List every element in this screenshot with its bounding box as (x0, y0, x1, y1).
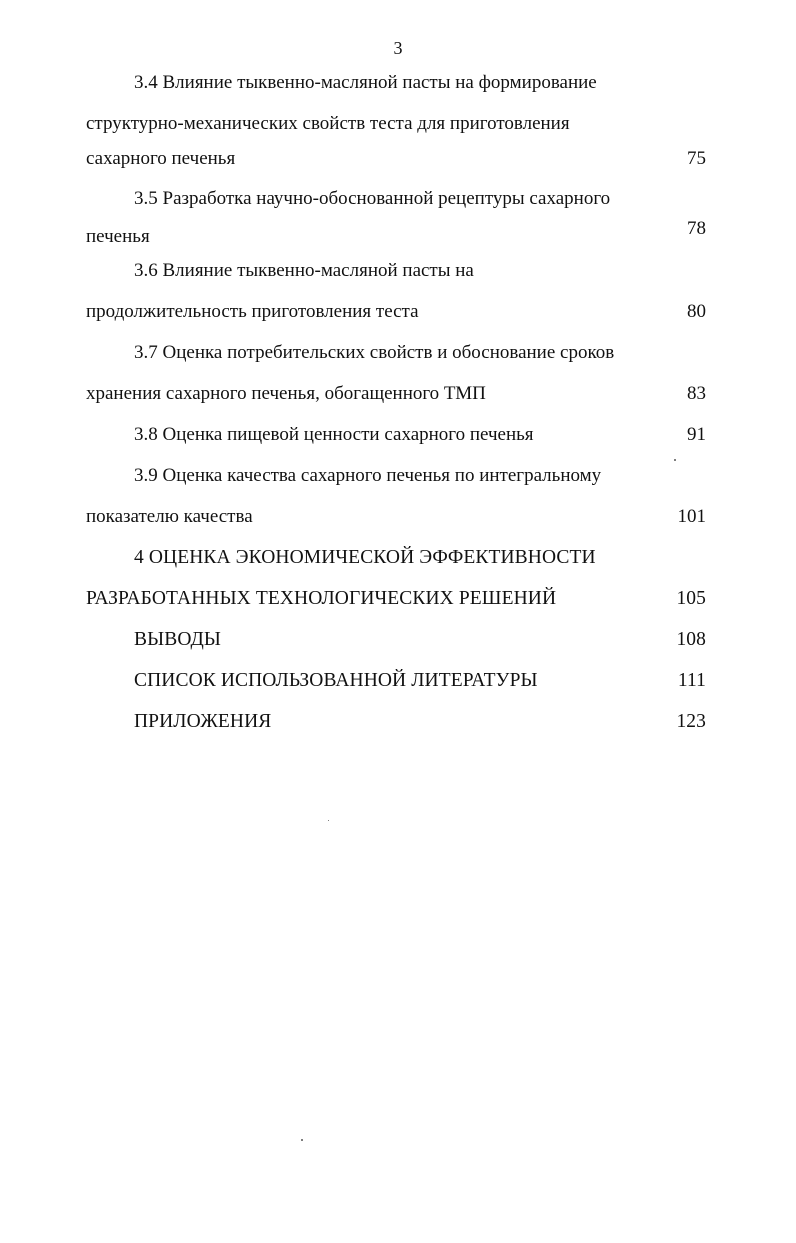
toc-entry-3-9-line-1 (134, 463, 706, 489)
toc-entry-text: 3.8 Оценка пищевой ценности сахарного печенья (134, 424, 534, 445)
toc-entry-chapter-4-line-2 (86, 586, 706, 612)
toc-entry-conclusions (134, 627, 706, 653)
toc-entry-text: РАЗРАБОТАННЫХ ТЕХНОЛОГИЧЕСКИХ РЕШЕНИЙ (86, 588, 557, 609)
toc-entry-3-7-line-2 (86, 381, 706, 407)
toc-page-number: 80 (687, 301, 706, 322)
toc-entry-3-4-line-1 (134, 70, 706, 96)
toc-entry-text: продолжительность приготовления теста (86, 301, 419, 322)
toc-entry-text: структурно-механических свойств теста для приготовления (86, 113, 570, 134)
toc-page-number: 78 (687, 218, 706, 239)
toc-page-number: 105 (676, 588, 706, 609)
toc-entry-3-6-line-1 (134, 258, 706, 284)
toc-entry-text: 3.4 Влияние тыквенно-масляной пасты на формирование (134, 72, 597, 93)
page-number: 3 (393, 38, 403, 58)
toc-entry-3-6-line-2 (86, 299, 706, 325)
toc-entry-references (134, 668, 706, 694)
toc-entry-3-4-line-2 (86, 111, 706, 137)
toc-entry-3-8-line-1 (134, 422, 706, 448)
toc-entry-text: хранения сахарного печенья, обогащенного ТМП (86, 383, 486, 404)
toc-entry-text: 3.5 Разработка научно-обоснованной рецептуры сахарного (134, 188, 611, 209)
toc-entry-text: печенья (86, 226, 150, 247)
toc-entry-text: показателю качества (86, 506, 253, 527)
toc-page-number: 123 (676, 711, 706, 732)
toc-page-number: 75 (687, 148, 706, 169)
toc-entry-3-9-line-2 (86, 504, 706, 530)
toc-entry-text: СПИСОК ИСПОЛЬЗОВАННОЙ ЛИТЕРАТУРЫ (134, 670, 538, 691)
toc-entry-text: ПРИЛОЖЕНИЯ (134, 711, 272, 732)
toc-entry-text: ВЫВОДЫ (134, 629, 222, 650)
toc-entry-3-5-page (86, 216, 706, 242)
toc-page-number: 101 (677, 506, 706, 527)
toc-entry-text: 3.7 Оценка потребительских свойств и обоснование сроков (134, 342, 615, 363)
scan-speck (674, 459, 676, 461)
toc-page-number: 108 (676, 629, 706, 650)
toc-entry-text: 3.6 Влияние тыквенно-масляной пасты на (134, 260, 474, 281)
toc-page-number: 91 (687, 424, 706, 445)
toc-entry-3-5-line-1 (134, 186, 706, 212)
toc-entry-3-4-line-3 (86, 146, 706, 172)
toc-entry-3-7-line-1 (134, 340, 706, 366)
toc-page-number: 111 (677, 670, 706, 691)
toc-page-number: 83 (687, 383, 706, 404)
toc-entry-chapter-4-line-1 (134, 545, 706, 571)
toc-entry-appendices (134, 709, 706, 735)
scan-speck (301, 1139, 303, 1141)
toc-entry-text: 3.9 Оценка качества сахарного печенья по интегральному (134, 465, 602, 486)
toc-entry-text: 4 ОЦЕНКА ЭКОНОМИЧЕСКОЙ ЭФФЕКТИВНОСТИ (134, 547, 596, 568)
scan-speck (328, 820, 329, 821)
toc-entry-text: сахарного печенья (86, 148, 236, 169)
